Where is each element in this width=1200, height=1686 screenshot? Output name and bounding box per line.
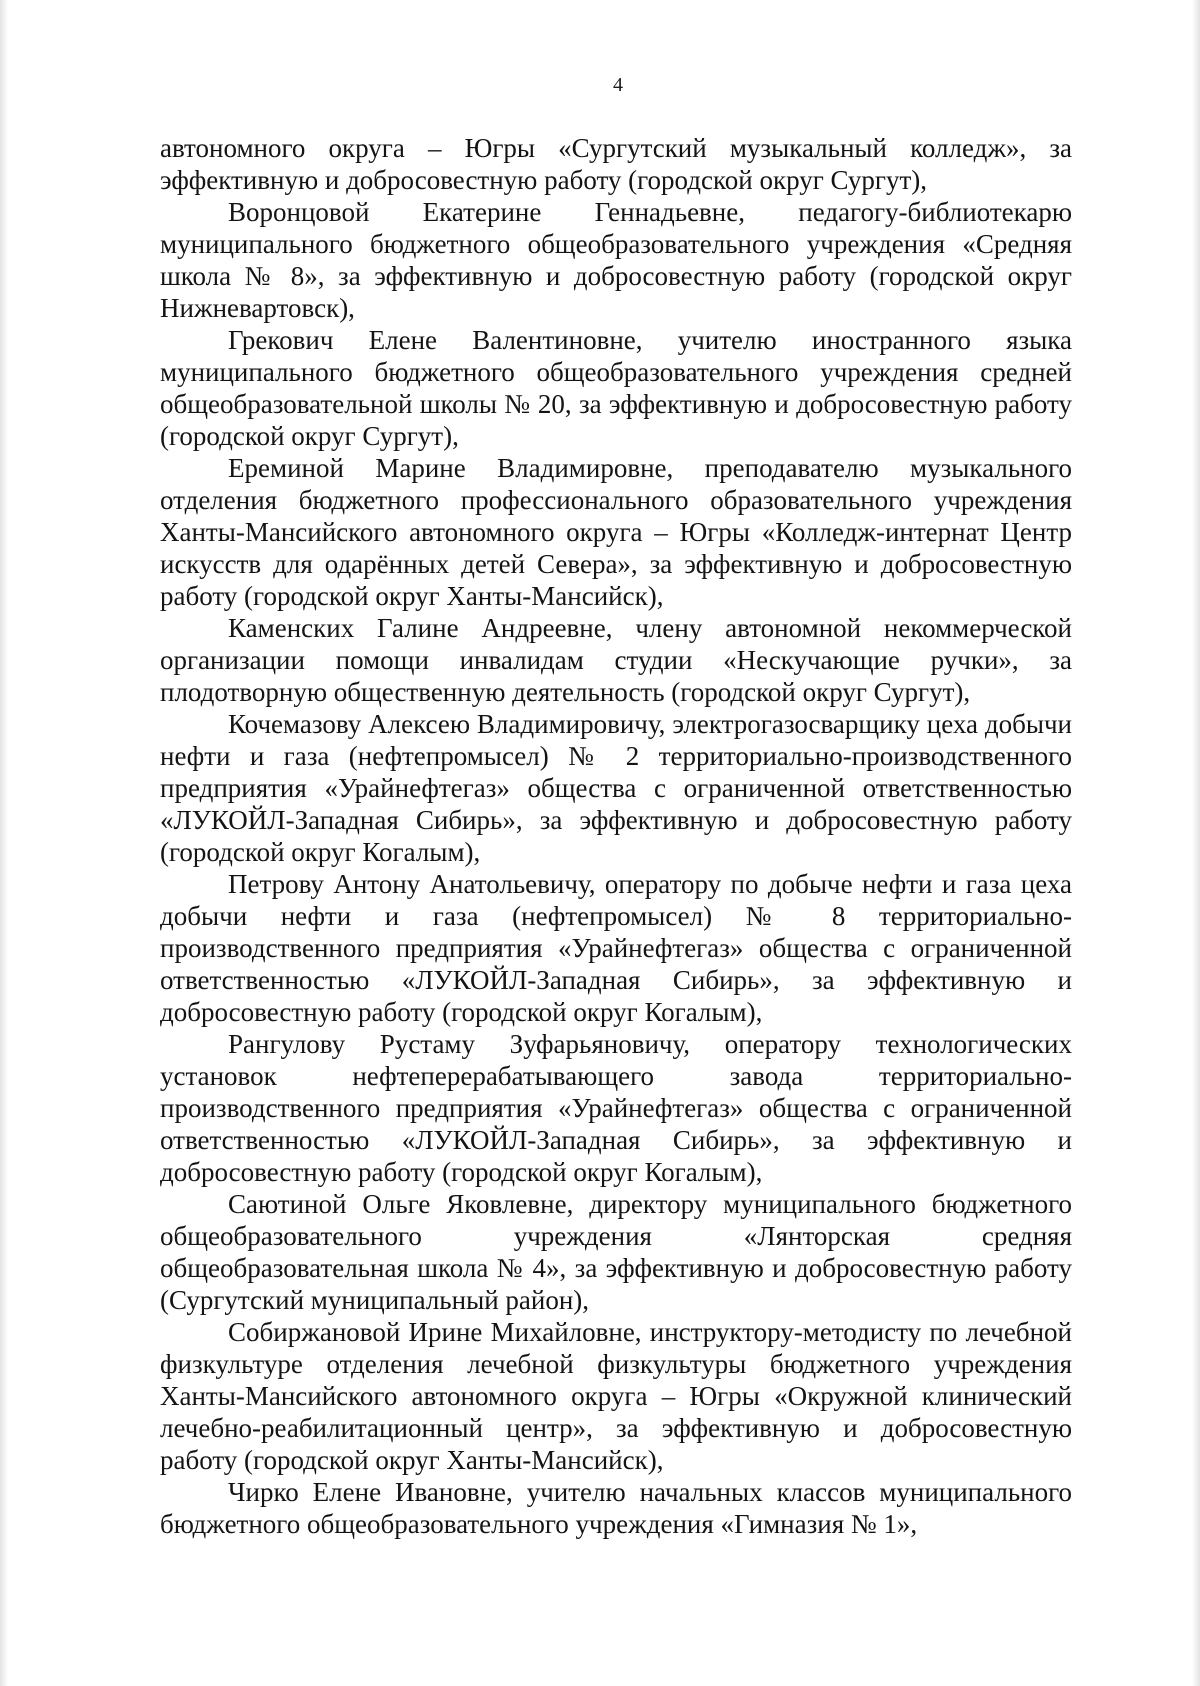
- paragraph-continuation: автономного округа – Югры «Сургутский музыкальный колледж», за эффективную и добросовестную работу (городской округ Сургут),: [160, 133, 1072, 195]
- paragraph-rangulov: Рангулову Рустаму Зуфарьяновичу, оператору технологических установок нефтеперерабатывающего завода территориально-производственного предприятия «Урайнефтегаз» общества с ограниченной ответственностью «ЛУКОЙЛ-Западная Сибирь», за эффективную и добросовестную работу (городской округ Когалым),: [160, 1029, 1072, 1187]
- paragraph-chirko: Чирко Елене Ивановне, учителю начальных классов муниципального бюджетного общеобразовательного учреждения «Гимназия № 1»,: [160, 1477, 1072, 1539]
- paragraph-vorontsova: Воронцовой Екатерине Геннадьевне, педагогу-библиотекарю муниципального бюджетного общеобразовательного учреждения «Средняя школа № 8», за эффективную и добросовестную работу (городской округ Нижневартовск),: [160, 197, 1072, 323]
- paragraph-grekovich: Грекович Елене Валентиновне, учителю иностранного языка муниципального бюджетного общеобразовательного учреждения средней общеобразовательной школы № 20, за эффективную и добросовестную работу (городской округ Сургут),: [160, 325, 1072, 451]
- paragraph-eremina: Ереминой Марине Владимировне, преподавателю музыкального отделения бюджетного профессионального образовательного учреждения Ханты-Мансийского автономного округа – Югры «Колледж-интернат Центр искусств для одарённых детей Севера», за эффективную и добросовестную работу (городской округ Ханты-Мансийск),: [160, 453, 1072, 611]
- paragraph-kamenskikh: Каменских Галине Андреевне, члену автономной некоммерческой организации помощи инвалидам студии «Нескучающие ручки», за плодотворную общественную деятельность (городской округ Сургут),: [160, 613, 1072, 707]
- paragraph-petrov: Петрову Антону Анатольевичу, оператору по добыче нефти и газа цеха добычи нефти и газа (нефтепромысел) № 8 территориально-производственного предприятия «Урайнефтегаз» общества с ограниченной ответственностью «ЛУКОЙЛ-Западная Сибирь», за эффективную и добросовестную работу (городской округ Когалым),: [160, 869, 1072, 1027]
- paragraph-sobirzhanova: Собиржановой Ирине Михайловне, инструктору-методисту по лечебной физкультуре отделения лечебной физкультуры бюджетного учреждения Ханты-Мансийского автономного округа – Югры «Окружной клинический лечебно-реабилитационный центр», за эффективную и добросовестную работу (городской округ Ханты-Мансийск),: [160, 1317, 1072, 1475]
- document-body: [160, 132, 1072, 1540]
- paragraph-kochemazov: Кочемазову Алексею Владимировичу, электрогазосварщику цеха добычи нефти и газа (нефтепромысел) № 2 территориально-производственного предприятия «Урайнефтегаз» общества с ограниченной ответственностью «ЛУКОЙЛ-Западная Сибирь», за эффективную и добросовестную работу (городской округ Когалым),: [160, 709, 1072, 867]
- page-number: 4: [613, 74, 623, 96]
- paragraph-sayutina: Саютиной Ольге Яковлевне, директору муниципального бюджетного общеобразовательного учреждения «Лянторская средняя общеобразовательная школа № 4», за эффективную и добросовестную работу (Сургутский муниципальный район),: [160, 1189, 1072, 1315]
